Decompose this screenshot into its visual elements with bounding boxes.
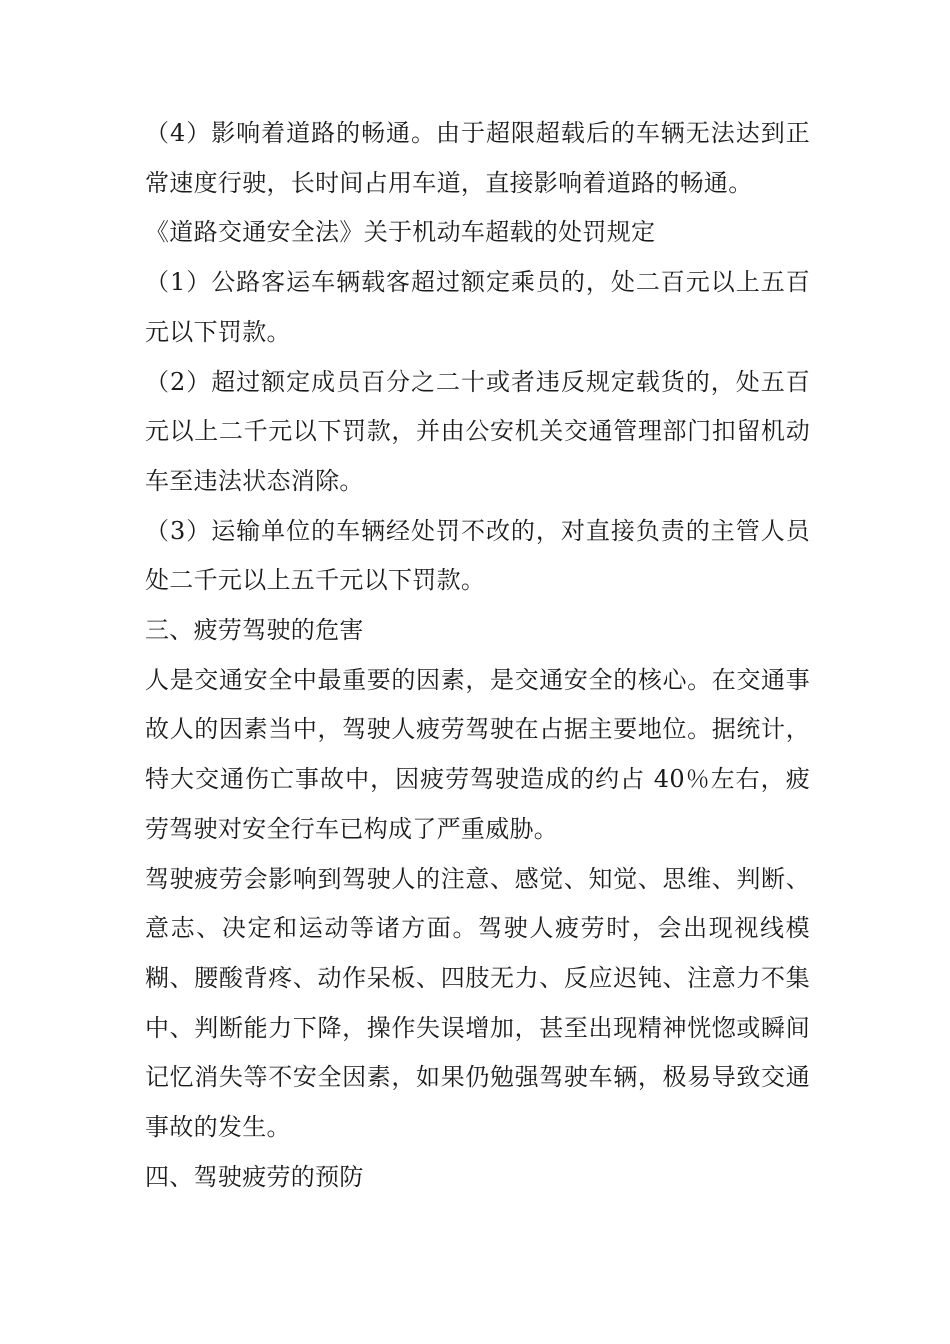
paragraph-penalty-1: （1）公路客运车辆载客超过额定乘员的，处二百元以上五百元以下罚款。 [145, 268, 810, 346]
paragraph-law-heading: 《道路交通安全法》关于机动车超载的处罚规定 [145, 218, 656, 247]
document-body [145, 109, 810, 1202]
paragraph-fatigue-statistics: 人是交通安全中最重要的因素，是交通安全的核心。在交通事故人的因素当中，驾驶人疲劳驾驶在占据主要地位。据统计，特大交通伤亡事故中，因疲劳驾驶造成的约占 40％左右，疲劳驾驶对安全行车已构成了严重威胁。 [145, 665, 810, 843]
paragraph-penalty-3: （3）运输单位的车辆经处罚不改的，对直接负责的主管人员处二千元以上五千元以下罚款。 [145, 516, 810, 595]
section-heading-fatigue-prevention: 四、驾驶疲劳的预防 [145, 1162, 364, 1191]
paragraph-penalty-2: （2）超过额定成员百分之二十或者违反规定载货的，处五百元以上二千元以下罚款，并由公安机关交通管理部门扣留机动车至违法状态消除。 [145, 367, 810, 495]
paragraph-overload-effect-4: （4）影响着道路的畅通。由于超限超载后的车辆无法达到正常速度行驶，长时间占用车道，直接影响着道路的畅通。 [145, 119, 810, 197]
paragraph-fatigue-symptoms: 驾驶疲劳会影响到驾驶人的注意、感觉、知觉、思维、判断、意志、决定和运动等诸方面。驾驶人疲劳时，会出现视线模糊、腰酸背疼、动作呆板、四肢无力、反应迟钝、注意力不集中、判断能力下降，操作失误增加，甚至出现精神恍惚或瞬间记忆消失等不安全因素，如果仍勉强驾驶车辆，极易导致交通事故的发生。 [145, 864, 810, 1142]
section-heading-fatigue-hazards: 三、疲劳驾驶的危害 [145, 616, 364, 645]
